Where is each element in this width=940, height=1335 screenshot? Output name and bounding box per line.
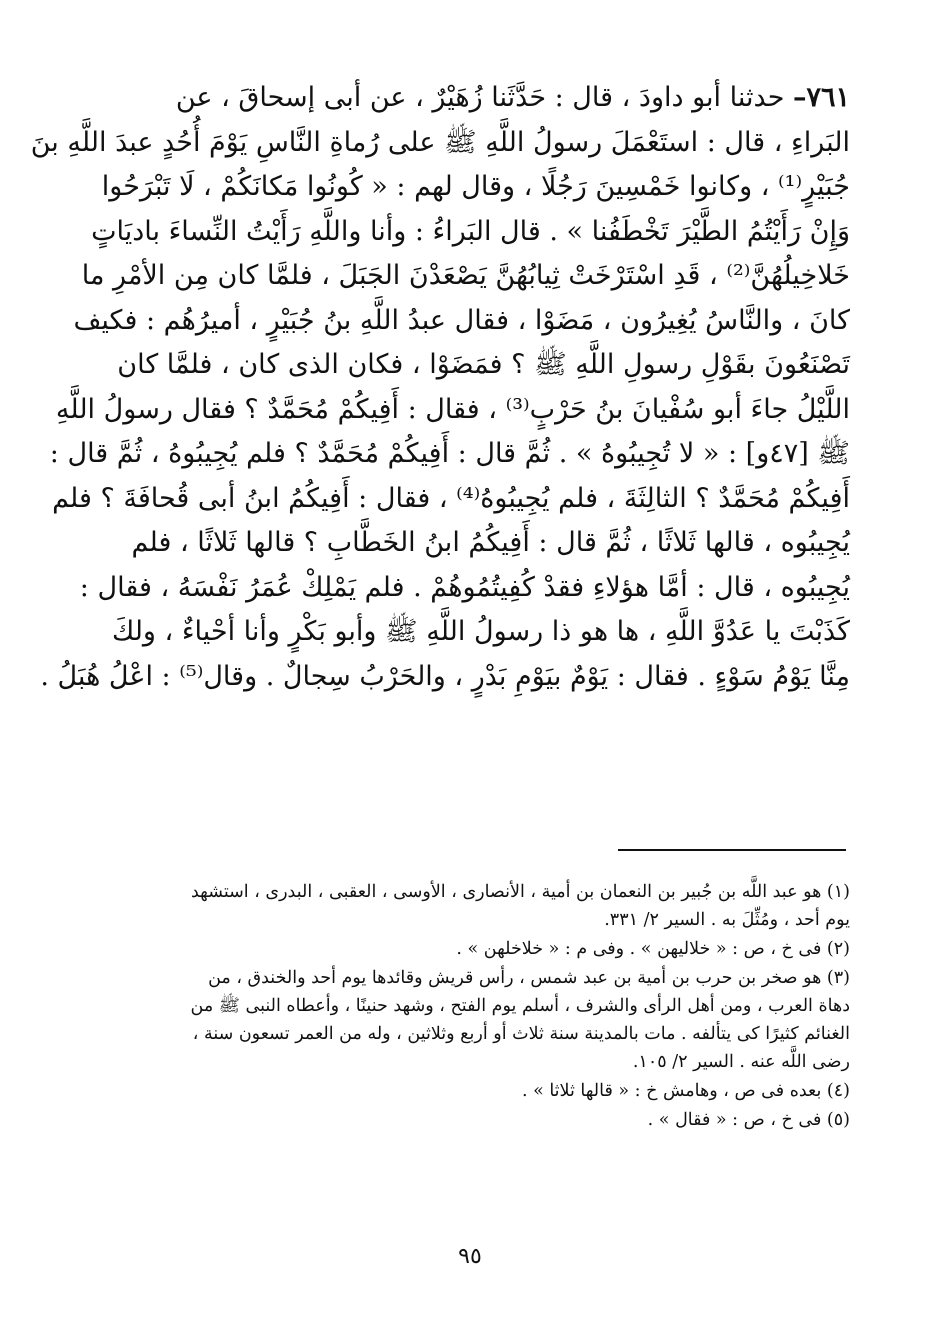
- hadith-line: كَذَبْتَ يا عَدُوَّ اللَّهِ ، ها هو ذا رسولُ اللَّهِ ﷺ وأبو بَكْرٍ وأنا أحْياءٌ ، ولكَ: [111, 616, 850, 647]
- hadith-text: [30, 76, 850, 699]
- hadith-line: وَإِنْ رَأَيْتُمُ الطَّيْرَ تَخْطَفُنا » . قال البَراءُ : وأنا واللَّهِ رَأَيْتُ النِّساءَ باديَاتٍ: [91, 215, 850, 247]
- hadith-number: ٧٦١–: [792, 82, 850, 113]
- footnote-line: رضى اللَّه عنه . السير ٢/ ١٠٥.: [632, 1052, 850, 1072]
- hadith-line: كانَ ، والنَّاسُ يُغِيرُون ، مَضَوْا ، فقال عبدُ اللَّهِ بنُ جُبَيْرٍ ، أميرُهُم : فكيف: [73, 304, 850, 336]
- footnote-line: الغنائم كثيرًا كى يتألفه . مات بالمدينة سنة ثلاث أو أربع وثلاثين ، وله من العمر تسعون سنة ،: [192, 1024, 850, 1044]
- hadith-line: خَلاخِيلُهُنَّ⁽²⁾ ، قَدِ اسْتَرْخَتْ ثِيابُهُنَّ يَصْعَدْنَ الجَبَلَ ، فلمَّا كان مِن الأمْرِ ما: [81, 260, 850, 291]
- footnote-line: دهاة العرب ، ومن أهل الرأى والشرف ، أسلم يوم الفتح ، وشهد حنينًا ، وأعطاه النبى ﷺ من: [190, 996, 850, 1016]
- footnote-line: (٢) فى خ ، ص : « خلاليهن » . وفى م : « خلاخلهن » .: [456, 939, 850, 959]
- footnote-5: [128, 1106, 850, 1134]
- hadith-line: ﷺ [٤٧و] : « لا تُجِيبُوهُ » . ثُمَّ قال : أَفِيكُمْ مُحَمَّدٌ ؟ فلم يُجِيبُوهُ ، ثُمَّ قال :: [49, 438, 850, 469]
- hadith-line: تَصْنَعُونَ بقَوْلِ رسولِ اللَّهِ ﷺ ؟ فمَضَوْا ، فكان الذى كان ، فلمَّا كان: [117, 349, 850, 380]
- footnote-separator: [618, 849, 846, 851]
- footnote-4: [128, 1077, 850, 1105]
- footnote-1: [128, 878, 850, 934]
- hadith-line: مِنَّا يَوْمُ سَوْءٍ . فقال : يَوْمٌ بيَوْمِ بَدْرٍ ، والحَرْبُ سِجالٌ . وقال⁽⁵⁾ : اعْلُ هُبَلُ .: [40, 660, 850, 692]
- footnotes: [128, 878, 850, 1134]
- page-number: ٩٥: [458, 1244, 482, 1269]
- footnote-line: (١) هو عبد اللَّه بن جُبير بن النعمان بن أمية ، الأنصارى ، الأوسى ، العقبى ، البدرى ، استشهد: [190, 882, 850, 902]
- footnote-2: [128, 935, 850, 963]
- hadith-line: [128, 76, 850, 121]
- footnote-line: يوم أحد ، ومُثِّلَ به . السير ٢/ ٣٣١.: [604, 910, 850, 930]
- footnote-line: (٤) بعده فى ص ، وهامش خ : « قالها ثلاثا » .: [521, 1081, 850, 1101]
- hadith-line: يُجِيبُوه ، قالها ثَلاثًا ، ثُمَّ قال : أَفِيكُمُ ابنُ الخَطَّابِ ؟ قالها ثَلاثًا ، فلم: [131, 527, 850, 558]
- hadith-line-text: حدثنا أبو داودَ ، قال : حَدَّثَنا زُهَيْرٌ ، عن أبى إسحاقَ ، عن: [175, 82, 785, 113]
- hadith-line: يُجِيبُوه ، قال : أمَّا هؤلاءِ فقدْ كُفِيتُمُوهُمْ . فلم يَمْلِكْ عُمَرُ نَفْسَهُ ، فقال :: [79, 571, 850, 603]
- footnote-3: [128, 964, 850, 1076]
- hadith-line: جُبَيْرٍ⁽¹⁾ ، وكانوا خَمْسِينَ رَجُلًا ، وقال لهم : « كُونُوا مَكانَكُمْ ، لَا تَبْرَحُوا: [101, 171, 850, 202]
- hadith-line: اللَّيْلُ جاءَ أبو سُفْيانَ بنُ حَرْبٍ⁽³⁾ ، فقال : أَفِيكُمْ مُحَمَّدٌ ؟ فقال رسولُ اللَّهِ: [55, 393, 850, 425]
- footnote-line: (٥) فى خ ، ص : « فقال » .: [647, 1110, 850, 1130]
- hadith-line: البَراءِ ، قال : استَعْمَلَ رسولُ اللَّهِ ﷺ على رُماةِ النَّاسِ يَوْمَ أُحُدٍ عبدَ اللَّهِ بنَ: [30, 126, 850, 158]
- footnote-line: (٣) هو صخر بن حرب بن أمية بن عبد شمس ، رأس قريش وقائدها يوم أحد والخندق ، من: [208, 968, 850, 988]
- hadith-line: أَفِيكُمْ مُحَمَّدٌ ؟ الثالِثَةَ ، فلم يُجِيبُوهُ⁽⁴⁾ ، فقال : أَفِيكُمُ ابنُ أبى قُحافَةَ ؟ فلم: [52, 482, 850, 514]
